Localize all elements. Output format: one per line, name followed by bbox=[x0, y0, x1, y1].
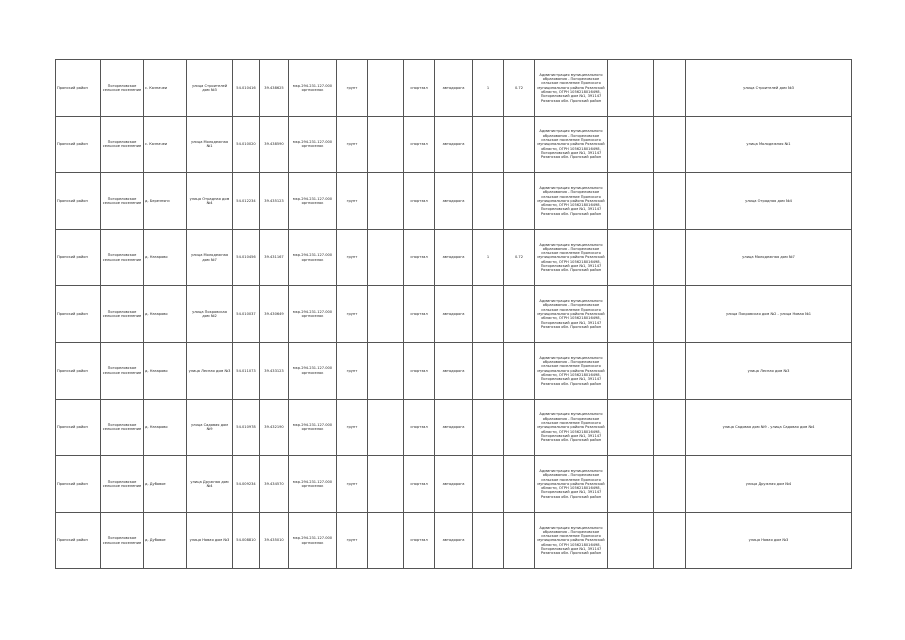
cell-cadastral: мкр.294.231.127.000 оргпоселок bbox=[289, 173, 337, 230]
cell-area bbox=[504, 399, 535, 456]
cell-address: улица Новая дом №3 bbox=[187, 512, 233, 569]
cell-road-type: автодорога bbox=[435, 399, 473, 456]
cell-blank-b bbox=[608, 512, 654, 569]
cell-road-type: автодорога bbox=[435, 456, 473, 513]
cell-locality: д. Дубовое bbox=[144, 456, 187, 513]
cell-blank-a bbox=[368, 342, 404, 399]
cell-latitude: 54.010020 bbox=[233, 116, 260, 173]
cell-location: улица Дружная дом №4 bbox=[686, 456, 852, 513]
cell-surface: грунт bbox=[337, 286, 368, 343]
cell-count bbox=[473, 512, 504, 569]
cell-location: улица Садовая дом №9 - улица Садовая дом №4 bbox=[686, 399, 852, 456]
cell-owner: Администрация муниципального образования - Погореловское сельское поселение Пронского муниципального района Рязанской области, ОГРН 1056218016498, Погореловский дом №1, 391147 Рязанская обл. Пронский район bbox=[535, 60, 608, 117]
cell-address: улица Дружная дом №4 bbox=[187, 456, 233, 513]
cell-blank-a bbox=[368, 229, 404, 286]
cell-latitude: 54.009234 bbox=[233, 456, 260, 513]
cell-latitude: 54.012234 bbox=[233, 173, 260, 230]
cell-blank-b bbox=[608, 60, 654, 117]
cell-district: Пронский район bbox=[56, 512, 101, 569]
table-body bbox=[56, 60, 852, 569]
cell-blank-a bbox=[368, 399, 404, 456]
cell-cadastral: мкр.294.231.127.000 оргпоселок bbox=[289, 60, 337, 117]
cell-longitude: 39.434570 bbox=[260, 456, 289, 513]
cell-locality: д. Назарово bbox=[144, 342, 187, 399]
cell-blank-a bbox=[368, 456, 404, 513]
cell-district: Пронский район bbox=[56, 173, 101, 230]
cell-district: Пронский район bbox=[56, 399, 101, 456]
cell-locality: д. Назарово bbox=[144, 286, 187, 343]
cell-address: улица Молодежная №1 bbox=[187, 116, 233, 173]
cell-district: Пронский район bbox=[56, 342, 101, 399]
cell-area bbox=[504, 286, 535, 343]
cell-cadastral: мкр.294.231.127.000 оргпоселок bbox=[289, 342, 337, 399]
cell-blank-a bbox=[368, 512, 404, 569]
cell-area bbox=[504, 116, 535, 173]
cell-longitude: 39.431167 bbox=[260, 229, 289, 286]
cell-latitude: 54.011073 bbox=[233, 342, 260, 399]
cell-blank-c bbox=[654, 286, 686, 343]
cell-blank-a bbox=[368, 116, 404, 173]
cell-latitude: 54.010416 bbox=[233, 60, 260, 117]
cell-latitude: 54.008810 bbox=[233, 512, 260, 569]
cell-blank-a bbox=[368, 60, 404, 117]
table-row bbox=[56, 456, 852, 513]
cell-settlement: Погореловское сельское поселение bbox=[101, 512, 144, 569]
cell-surface: грунт bbox=[337, 116, 368, 173]
cell-count: 1 bbox=[473, 60, 504, 117]
cell-location: улица Строителей дом №3 bbox=[686, 60, 852, 117]
cell-area bbox=[504, 512, 535, 569]
table-row bbox=[56, 399, 852, 456]
cell-district: Пронский район bbox=[56, 229, 101, 286]
table-row bbox=[56, 116, 852, 173]
cell-location: улица Молодежная №1 bbox=[686, 116, 852, 173]
cell-blank-c bbox=[654, 342, 686, 399]
cell-road-type: автодорога bbox=[435, 60, 473, 117]
cell-longitude: 39.438625 bbox=[260, 60, 289, 117]
cell-blank-c bbox=[654, 512, 686, 569]
cell-surface: грунт bbox=[337, 512, 368, 569]
cell-cadastral: мкр.294.231.127.000 оргпоселок bbox=[289, 399, 337, 456]
cell-count bbox=[473, 342, 504, 399]
cell-district: Пронский район bbox=[56, 60, 101, 117]
cell-cadastral: мкр.294.231.127.000 оргпоселок bbox=[289, 456, 337, 513]
cell-owner: Администрация муниципального образования - Погореловское сельское поселение Пронского муниципального района Рязанской области, ОГРН 1056218016498, Погореловский дом №1, 391147 Рязанская обл. Пронский район bbox=[535, 286, 608, 343]
cell-latitude: 54.010037 bbox=[233, 286, 260, 343]
cell-latitude: 54.010978 bbox=[233, 399, 260, 456]
cell-cadastral: мкр.294.231.127.000 оргпоселок bbox=[289, 229, 337, 286]
table-row bbox=[56, 60, 852, 117]
cell-area bbox=[504, 342, 535, 399]
cell-owner: Администрация муниципального образования - Погореловское сельское поселение Пронского муниципального района Рязанской области, ОГРН 1056218016498, Погореловский дом №1, 391147 Рязанская обл. Пронский район bbox=[535, 229, 608, 286]
cell-address: улица Лесная дом №3 bbox=[187, 342, 233, 399]
cell-count bbox=[473, 456, 504, 513]
cell-blank-c bbox=[654, 116, 686, 173]
cell-blank-c bbox=[654, 173, 686, 230]
cell-object-type: спортзал bbox=[404, 286, 435, 343]
cell-count bbox=[473, 116, 504, 173]
cell-surface: грунт bbox=[337, 173, 368, 230]
table-row bbox=[56, 229, 852, 286]
cell-blank-b bbox=[608, 399, 654, 456]
cell-blank-b bbox=[608, 456, 654, 513]
cell-location: улица Отрадная дом №4 bbox=[686, 173, 852, 230]
cell-blank-b bbox=[608, 116, 654, 173]
cell-address: улица Строителей дом №3 bbox=[187, 60, 233, 117]
data-table bbox=[55, 59, 852, 569]
cell-owner: Администрация муниципального образования - Погореловское сельское поселение Пронского муниципального района Рязанской области, ОГРН 1056218016498, Погореловский дом №1, 391147 Рязанская обл. Пронский район bbox=[535, 342, 608, 399]
cell-owner: Администрация муниципального образования - Погореловское сельское поселение Пронского муниципального района Рязанской области, ОГРН 1056218016498, Погореловский дом №1, 391147 Рязанская обл. Пронский район bbox=[535, 456, 608, 513]
cell-settlement: Погореловское сельское поселение bbox=[101, 399, 144, 456]
cell-blank-c bbox=[654, 229, 686, 286]
cell-blank-a bbox=[368, 173, 404, 230]
cell-blank-b bbox=[608, 342, 654, 399]
cell-latitude: 54.010456 bbox=[233, 229, 260, 286]
cell-address: улица Покровская дом №2 bbox=[187, 286, 233, 343]
cell-blank-b bbox=[608, 229, 654, 286]
cell-location: улица Новая дом №3 bbox=[686, 512, 852, 569]
cell-district: Пронский район bbox=[56, 116, 101, 173]
cell-locality: д. Назарово bbox=[144, 399, 187, 456]
cell-locality: д. Назарово bbox=[144, 229, 187, 286]
cell-area bbox=[504, 456, 535, 513]
cell-count: 1 bbox=[473, 229, 504, 286]
cell-owner: Администрация муниципального образования - Погореловское сельское поселение Пронского муниципального района Рязанской области, ОГРН 1056218016498, Погореловский дом №1, 391147 Рязанская обл. Пронский район bbox=[535, 512, 608, 569]
cell-surface: грунт bbox=[337, 399, 368, 456]
cell-surface: грунт bbox=[337, 60, 368, 117]
cell-address: улица Садовая дом №9 bbox=[187, 399, 233, 456]
cell-location: улица Молодежная дом №7 bbox=[686, 229, 852, 286]
cell-district: Пронский район bbox=[56, 286, 101, 343]
cell-object-type: спортзал bbox=[404, 229, 435, 286]
cell-object-type: спортзал bbox=[404, 116, 435, 173]
cell-settlement: Погореловское сельское поселение bbox=[101, 342, 144, 399]
cell-road-type: автодорога bbox=[435, 286, 473, 343]
cell-address: улица Молодежная дом №7 bbox=[187, 229, 233, 286]
cell-owner: Администрация муниципального образования - Погореловское сельское поселение Пронского муниципального района Рязанской области, ОГРН 1056218016498, Погореловский дом №1, 391147 Рязанская обл. Пронский район bbox=[535, 399, 608, 456]
cell-surface: грунт bbox=[337, 229, 368, 286]
cell-object-type: спортзал bbox=[404, 342, 435, 399]
cell-road-type: автодорога bbox=[435, 173, 473, 230]
cell-cadastral: мкр.294.231.127.000 оргпоселок bbox=[289, 286, 337, 343]
cell-surface: грунт bbox=[337, 342, 368, 399]
cell-road-type: автодорога bbox=[435, 342, 473, 399]
cell-object-type: спортзал bbox=[404, 399, 435, 456]
cell-road-type: автодорога bbox=[435, 116, 473, 173]
table-row bbox=[56, 286, 852, 343]
cell-settlement: Погореловское сельское поселение bbox=[101, 456, 144, 513]
cell-object-type: спортзал bbox=[404, 456, 435, 513]
cell-owner: Администрация муниципального образования - Погореловское сельское поселение Пронского муниципального района Рязанской области, ОГРН 1056218016498, Погореловский дом №1, 391147 Рязанская обл. Пронский район bbox=[535, 116, 608, 173]
cell-area: 0.72 bbox=[504, 60, 535, 117]
cell-cadastral: мкр.294.231.127.000 оргпоселок bbox=[289, 512, 337, 569]
cell-object-type: спортзал bbox=[404, 512, 435, 569]
cell-road-type: автодорога bbox=[435, 512, 473, 569]
table-row bbox=[56, 512, 852, 569]
cell-count bbox=[473, 286, 504, 343]
cell-locality: д. Дубовое bbox=[144, 512, 187, 569]
cell-object-type: спортзал bbox=[404, 60, 435, 117]
cell-longitude: 39.432190 bbox=[260, 399, 289, 456]
cell-area: 0.72 bbox=[504, 229, 535, 286]
cell-object-type: спортзал bbox=[404, 173, 435, 230]
cell-longitude: 39.435010 bbox=[260, 512, 289, 569]
cell-locality: д. Березняги bbox=[144, 173, 187, 230]
cell-cadastral: мкр.294.231.127.000 оргпоселок bbox=[289, 116, 337, 173]
cell-count bbox=[473, 173, 504, 230]
cell-blank-c bbox=[654, 399, 686, 456]
cell-locality: с. Казначеи bbox=[144, 116, 187, 173]
cell-longitude: 39.435123 bbox=[260, 173, 289, 230]
cell-owner: Администрация муниципального образования - Погореловское сельское поселение Пронского муниципального района Рязанской области, ОГРН 1056218016498, Погореловский дом №1, 391147 Рязанская обл. Пронский район bbox=[535, 173, 608, 230]
cell-blank-c bbox=[654, 456, 686, 513]
cell-locality: с. Казначеи bbox=[144, 60, 187, 117]
cell-settlement: Погореловское сельское поселение bbox=[101, 286, 144, 343]
cell-road-type: автодорога bbox=[435, 229, 473, 286]
table-row bbox=[56, 342, 852, 399]
cell-longitude: 39.430649 bbox=[260, 286, 289, 343]
cell-location: улица Лесная дом №3 bbox=[686, 342, 852, 399]
cell-blank-b bbox=[608, 286, 654, 343]
cell-longitude: 39.438590 bbox=[260, 116, 289, 173]
cell-district: Пронский район bbox=[56, 456, 101, 513]
cell-count bbox=[473, 399, 504, 456]
cell-address: улица Отрадная дом №4 bbox=[187, 173, 233, 230]
cell-settlement: Погореловское сельское поселение bbox=[101, 116, 144, 173]
cell-surface: грунт bbox=[337, 456, 368, 513]
cell-settlement: Погореловское сельское поселение bbox=[101, 173, 144, 230]
cell-settlement: Погореловское сельское поселение bbox=[101, 60, 144, 117]
cell-blank-b bbox=[608, 173, 654, 230]
cell-location: улица Покровская дом №2 - улица Новая №1 bbox=[686, 286, 852, 343]
cell-blank-c bbox=[654, 60, 686, 117]
table-row bbox=[56, 173, 852, 230]
cell-area bbox=[504, 173, 535, 230]
cell-longitude: 39.433123 bbox=[260, 342, 289, 399]
cell-settlement: Погореловское сельское поселение bbox=[101, 229, 144, 286]
cell-blank-a bbox=[368, 286, 404, 343]
